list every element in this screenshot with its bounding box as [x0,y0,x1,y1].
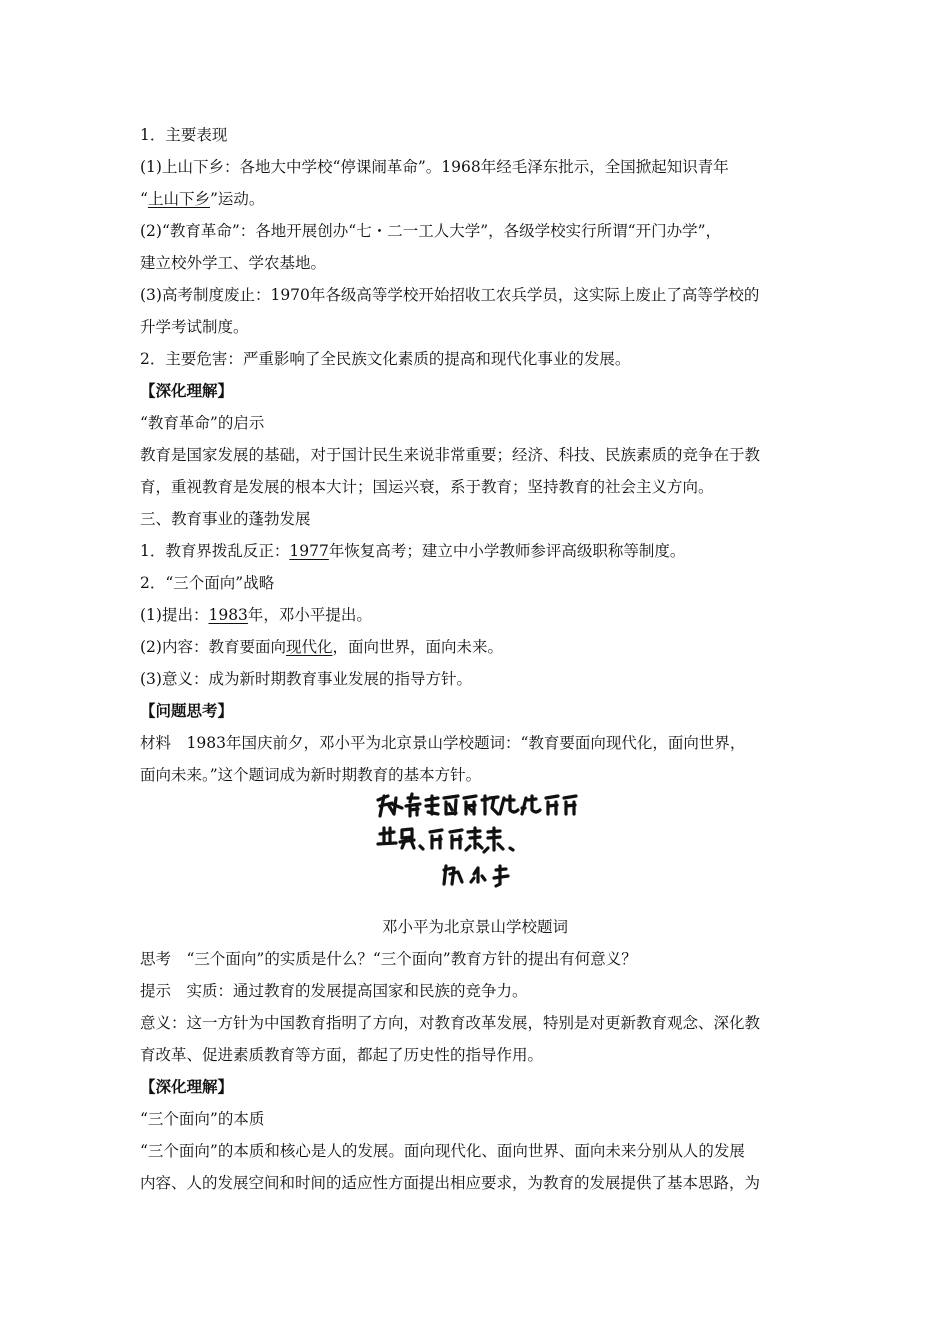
deepen-understanding-label: 【深化理解】 [140,381,234,400]
calligraphy-inscription-image [370,790,580,910]
paragraph-line: 2．主要危害：严重影响了全民族文化素质的提高和现代化事业的发展。 [140,350,631,368]
text-segment: 年，邓小平提出。 [247,606,372,624]
paragraph-line: 材料 1983年国庆前夕，邓小平为北京景山学校题词：“教育要面向现代化，面向世界， [140,734,746,752]
text-segment: “ [140,190,148,208]
underlined-term: 1983 [208,606,248,624]
subheading: “教育革命”的启示 [140,414,265,432]
paragraph-line: 育，重视教育是发展的根本大计；国运兴衰，系于教育；坚持教育的社会主义方向。 [140,478,714,496]
paragraph-line: 提示 实质：通过教育的发展提高国家和民族的竞争力。 [140,982,528,1000]
paragraph-line: 教育是国家发展的基础，对于国计民生来说非常重要；经济、科技、民族素质的竞争在于教 [140,446,761,464]
paragraph-line: (3)高考制度废止：1970年各级高等学校开始招收工农兵学员，这实际上废止了高等学校的 [140,286,760,304]
paragraph-line: 2．“三个面向”战略 [140,574,275,592]
section-heading: 三、教育事业的蓬勃发展 [140,510,311,528]
paragraph-line: 建立校外学工、学农基地。 [140,254,327,272]
text-segment: (1)提出： [140,606,209,624]
underlined-term: 上山下乡 [147,190,210,208]
text-segment: ，面向世界，面向未来。 [332,638,503,656]
section-heading-main-manifestations: 1．主要表现 [140,126,228,144]
text-segment: 1．教育界拨乱反正： [140,542,290,560]
paragraph-line: (2)“教育革命”：各地开展创办“七・二一工人大学”，各级学校实行所谓“开门办学”， [140,222,722,240]
paragraph-line: (1)上山下乡：各地大中学校“停课闹革命”。1968年经毛泽东批示，全国掀起知识青年 [140,158,729,176]
text-segment: ”运动。 [209,190,265,208]
paragraph-line [140,604,372,626]
paragraph-line: 思考 “三个面向”的实质是什么？“三个面向”教育方针的提出有何意义？ [140,950,637,968]
question-thinking-label: 【问题思考】 [140,701,234,720]
paragraph-line: 育改革、促进素质教育等方面，都起了历史性的指导作用。 [140,1046,544,1064]
deepen-understanding-label: 【深化理解】 [140,1077,234,1096]
paragraph-line: 升学考试制度。 [140,318,249,336]
text-segment: 年恢复高考；建立中小学教师参评高级职称等制度。 [328,542,686,560]
paragraph-line: 面向未来。”这个题词成为新时期教育的基本方针。 [140,766,482,784]
subheading: “三个面向”的本质 [140,1110,265,1128]
image-caption: 邓小平为北京景山学校题词 [381,918,568,936]
underlined-term: 1977 [289,542,329,560]
text-segment: (2)内容：教育要面向 [140,638,286,656]
paragraph-line: “三个面向”的本质和核心是人的发展。面向现代化、面向世界、面向未来分别从人的发展 [140,1142,745,1160]
paragraph-line [140,188,264,210]
paragraph-line: (3)意义：成为新时期教育事业发展的指导方针。 [140,670,472,688]
paragraph-line: 内容、人的发展空间和时间的适应性方面提出相应要求，为教育的发展提供了基本思路，为 [140,1174,761,1192]
paragraph-line: 意义：这一方针为中国教育指明了方向，对教育改革发展，特别是对更新教育观念、深化教 [140,1014,761,1032]
paragraph-line [140,540,685,562]
underlined-term: 现代化 [285,638,333,656]
paragraph-line [140,636,503,658]
